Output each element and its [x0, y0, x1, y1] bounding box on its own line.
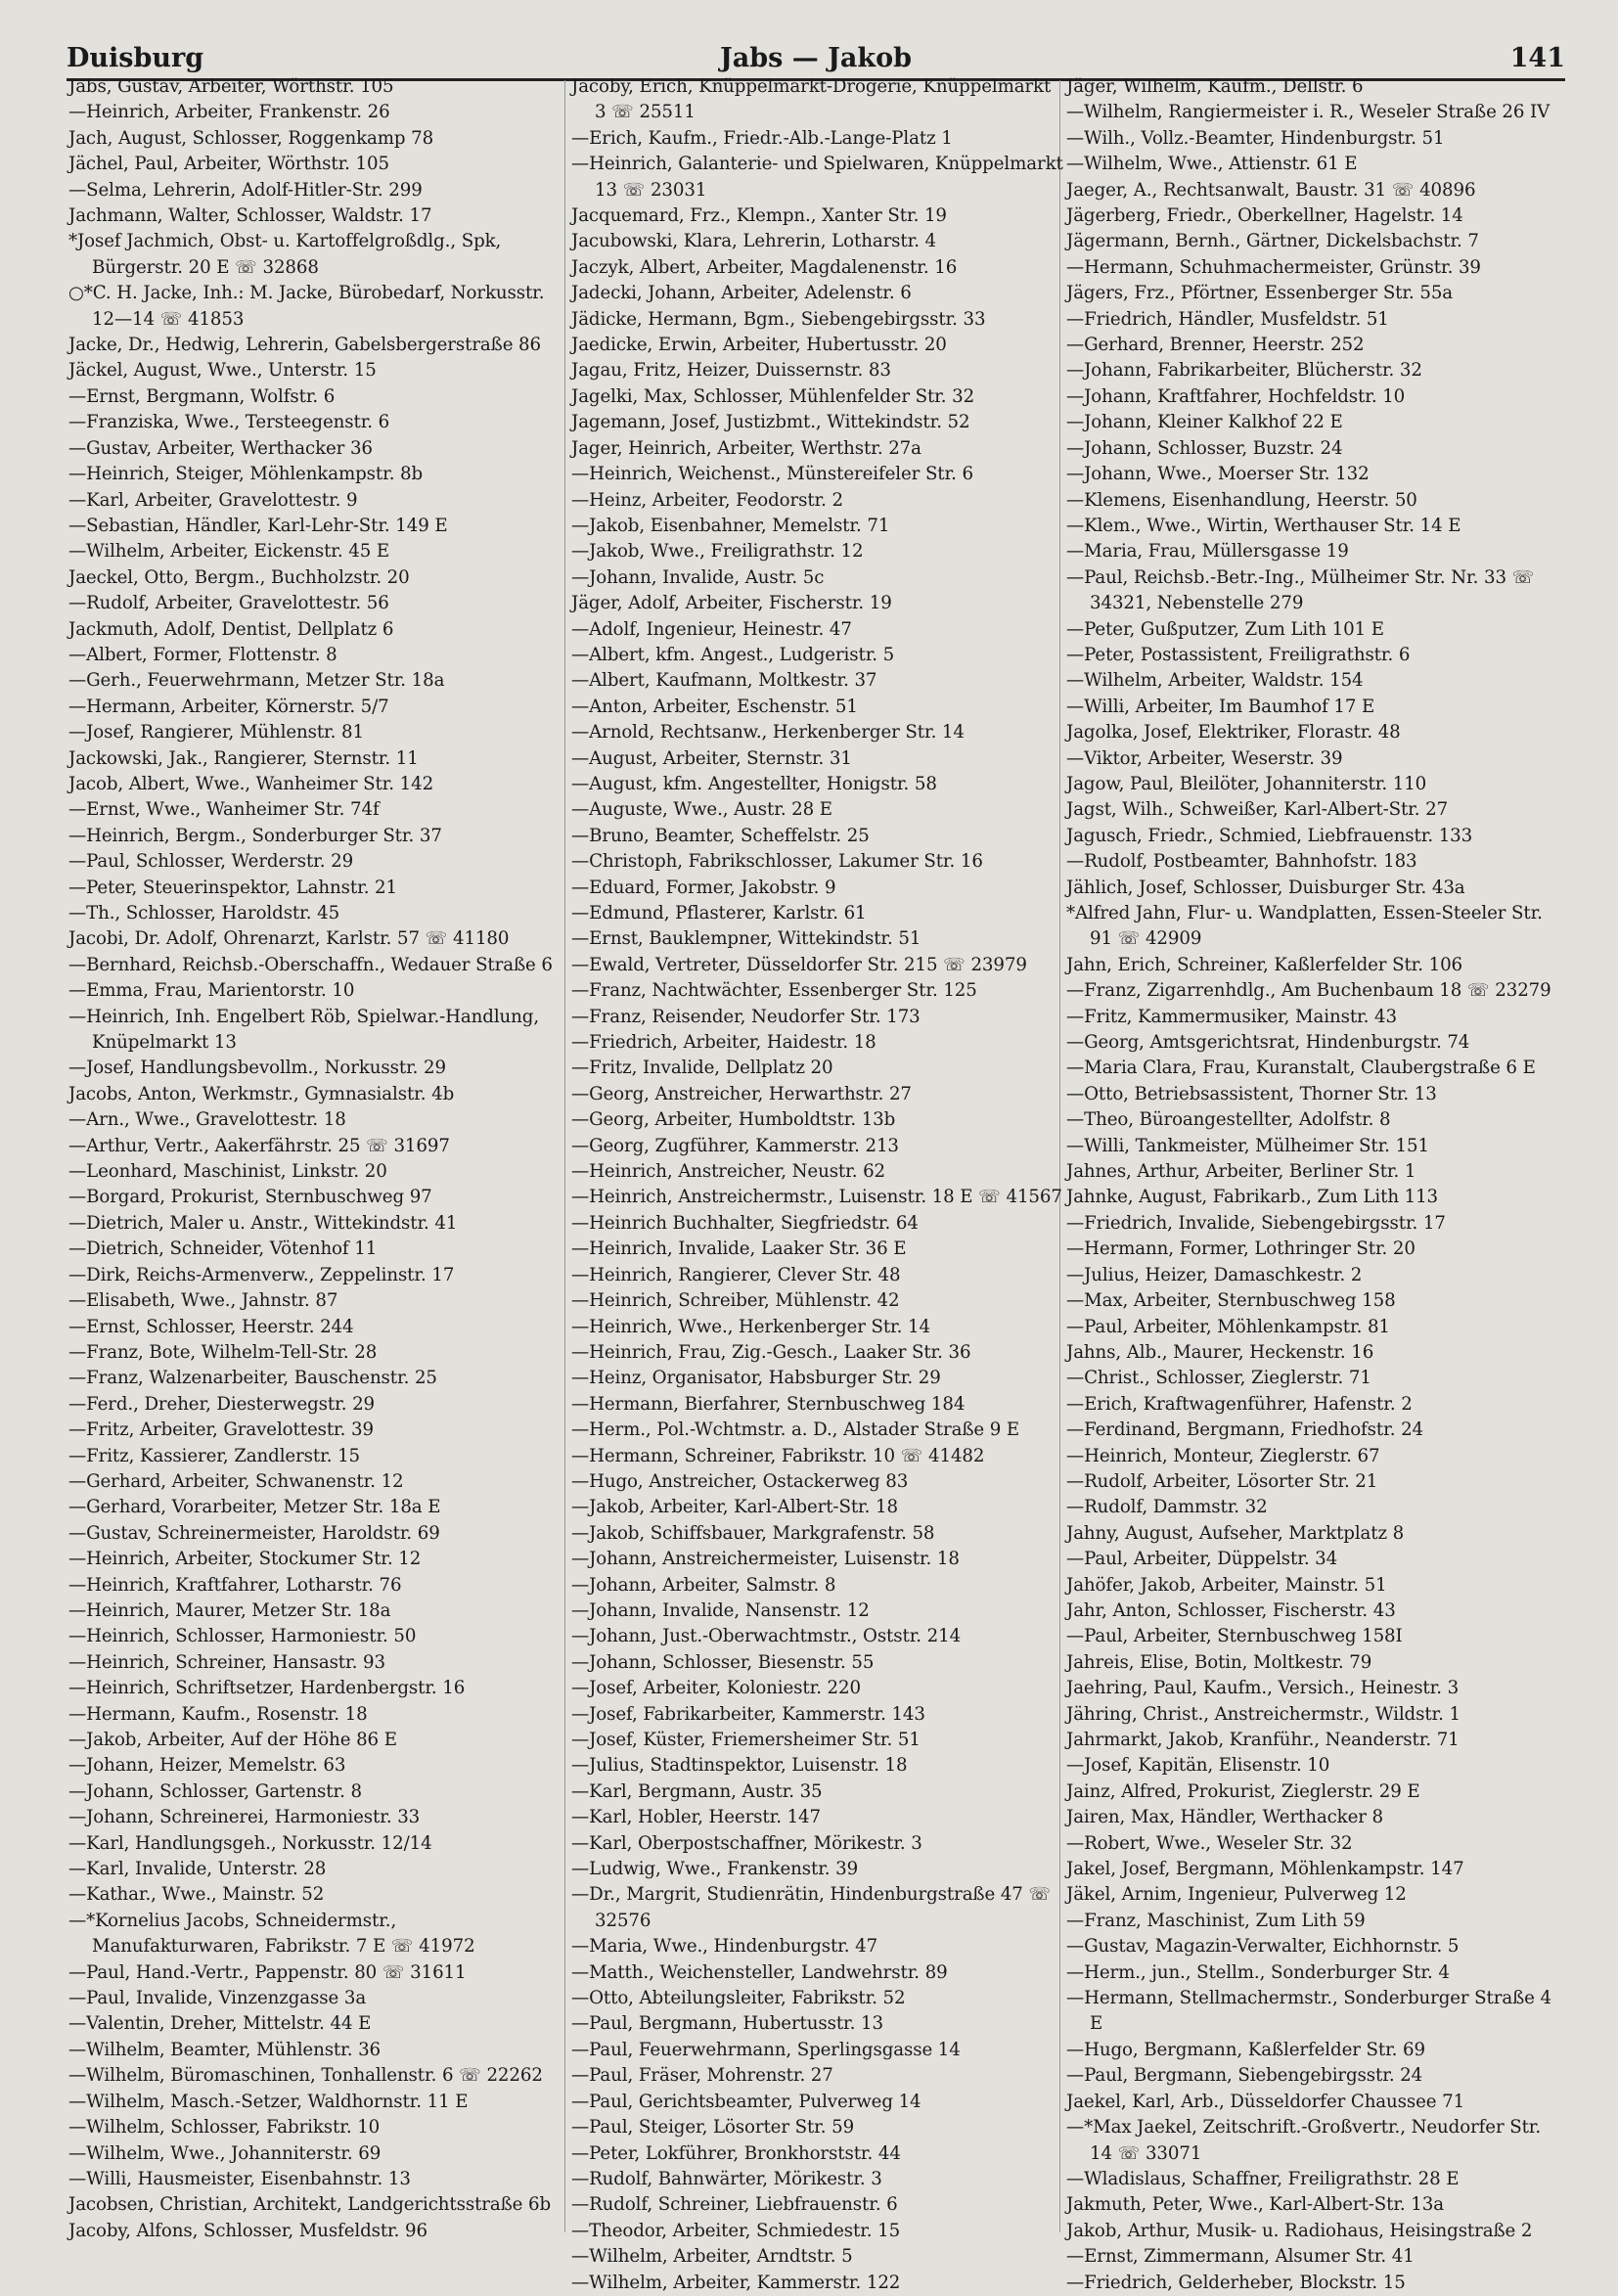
- directory-entry: —Theodor, Arbeiter, Schmiedestr. 15: [571, 2220, 901, 2241]
- directory-entry: —Franz, Zigarrenhdlg., Am Buchenbaum 18 ☏ 23279: [1066, 980, 1551, 1002]
- directory-entry: —Georg, Zugführer, Kammerstr. 213: [571, 1135, 899, 1156]
- directory-entry: —Albert, Former, Flottenstr. 8: [68, 644, 337, 665]
- directory-entry: —Heinrich, Arbeiter, Stockumer Str. 12: [68, 1549, 422, 1570]
- directory-entry: —Johann, Kleiner Kalkhof 22 E: [1066, 412, 1343, 433]
- directory-entry: —Leonhard, Maschinist, Linkstr. 20: [68, 1161, 387, 1183]
- directory-entry: —Franz, Nachtwächter, Essenberger Str. 125: [571, 980, 977, 1002]
- directory-entry: —Wilh., Vollz.-Beamter, Hindenburgstr. 51: [1066, 127, 1445, 149]
- directory-entry: Jagst, Wilh., Schweißer, Karl-Albert-Str. 27: [1066, 799, 1449, 821]
- directory-entry: —Paul, Bergmann, Hubertusstr. 13: [571, 2013, 883, 2035]
- directory-entry: Jächel, Paul, Arbeiter, Wörthstr. 105: [68, 154, 389, 175]
- directory-entry: —Jakob, Wwe., Freiligrathstr. 12: [571, 541, 864, 563]
- directory-entry: —Heinrich, Schlosser, Harmoniestr. 50: [68, 1626, 417, 1647]
- directory-entry: —Klemens, Eisenhandlung, Heerstr. 50: [1066, 489, 1417, 511]
- directory-entry: —Hermann, Schreiner, Fabrikstr. 10 ☏ 41482: [571, 1445, 985, 1466]
- directory-entry: —Ernst, Wwe., Wanheimer Str. 74f: [68, 799, 380, 821]
- directory-entry: —Wilhelm, Arbeiter, Kammerstr. 122: [571, 2272, 901, 2293]
- directory-entry: Jaedicke, Erwin, Arbeiter, Hubertusstr. 20: [571, 335, 947, 356]
- directory-entry: Jahr, Anton, Schlosser, Fischerstr. 43: [1066, 1599, 1396, 1621]
- directory-entry: —Franz, Maschinist, Zum Lith 59: [1066, 1910, 1366, 1931]
- directory-entry: Jacoby, Erich, Knüppelmarkt-Drogerie, Knüppelmarkt 3 ☏ 25511: [571, 76, 1052, 123]
- directory-entry: —Heinrich, Inh. Engelbert Röb, Spielwar.-Handlung, Knüpelmarkt 13: [68, 1006, 539, 1054]
- directory-entry: —Johann, Fabrikarbeiter, Blücherstr. 32: [1066, 360, 1422, 382]
- directory-entry: —Rudolf, Schreiner, Liebfrauenstr. 6: [571, 2194, 898, 2216]
- directory-entry: —Elisabeth, Wwe., Jahnstr. 87: [68, 1290, 338, 1312]
- directory-entry: —Auguste, Wwe., Austr. 28 E: [571, 799, 832, 821]
- directory-entry: —*Max Jaekel, Zeitschrift.-Großvertr., Neudorfer Str. 14 ☏ 33071: [1066, 2117, 1542, 2164]
- directory-entry: —Kathar., Wwe., Mainstr. 52: [68, 1884, 325, 1906]
- directory-entry: —Hugo, Anstreicher, Ostackerweg 83: [571, 1470, 909, 1492]
- directory-entry: Jakel, Josef, Bergmann, Möhlenkampstr. 147: [1066, 1859, 1464, 1880]
- directory-entry: Jähring, Christ., Anstreichermstr., Wildstr. 1: [1066, 1703, 1461, 1725]
- directory-entry: —Rudolf, Arbeiter, Lösorter Str. 21: [1066, 1470, 1378, 1492]
- directory-entry: —Willi, Hausmeister, Eisenbahnstr. 13: [68, 2168, 411, 2189]
- directory-entry: *Alfred Jahn, Flur- u. Wandplatten, Essen-Steeler Str. 91 ☏ 42909: [1066, 903, 1543, 950]
- directory-entry: Jagolka, Josef, Elektriker, Florastr. 48: [1066, 722, 1401, 743]
- directory-entry: —Robert, Wwe., Weseler Str. 32: [1066, 1832, 1353, 1854]
- directory-entry: —Georg, Anstreicher, Herwarthstr. 27: [571, 1083, 912, 1104]
- directory-entry: —Johann, Arbeiter, Salmstr. 8: [571, 1574, 836, 1596]
- header-page-number: 141: [1509, 43, 1565, 73]
- directory-entry: —Albert, kfm. Angest., Ludgeristr. 5: [571, 644, 895, 665]
- directory-entry: —Johann, Heizer, Memelstr. 63: [68, 1755, 346, 1777]
- directory-entry: —Albert, Kaufmann, Moltkestr. 37: [571, 670, 877, 692]
- directory-entry: —Heinrich, Anstreichermstr., Luisenstr. 18 E ☏ 41567: [571, 1187, 1062, 1208]
- directory-entry: —Erich, Kraftwagenführer, Hafenstr. 2: [1066, 1393, 1413, 1415]
- directory-entry: —Eduard, Former, Jakobstr. 9: [571, 877, 836, 898]
- directory-entry: —Peter, Postassistent, Freiligrathstr. 6: [1066, 644, 1411, 665]
- directory-entry: —Johann, Schlosser, Gartenstr. 8: [68, 1780, 362, 1802]
- directory-entry: —Jakob, Schiffsbauer, Markgrafenstr. 58: [571, 1522, 935, 1544]
- directory-entry: —Emma, Frau, Marientorstr. 10: [68, 980, 355, 1002]
- directory-entry: —Paul, Hand.-Vertr., Pappenstr. 80 ☏ 31611: [68, 1961, 467, 1983]
- directory-entry: Jacob, Albert, Wwe., Wanheimer Str. 142: [68, 773, 434, 794]
- directory-entry: —Karl, Hobler, Heerstr. 147: [571, 1807, 821, 1828]
- directory-entry: —Willi, Arbeiter, Im Baumhof 17 E: [1066, 696, 1375, 717]
- directory-entry: Jaczyk, Albert, Arbeiter, Magdalenenstr. 16: [571, 256, 958, 278]
- directory-entry: ○*C. H. Jacke, Inh.: M. Jacke, Bürobedarf, Norkusstr. 12—14 ☏ 41853: [68, 283, 545, 330]
- directory-entry: Jacobsen, Christian, Architekt, Landgerichtsstraße 6b: [68, 2194, 552, 2216]
- directory-entry: —Heinrich, Galanterie- und Spielwaren, Knüppelmarkt 13 ☏ 23031: [571, 154, 1063, 201]
- directory-entry: —Wilhelm, Arbeiter, Eickenstr. 45 E: [68, 541, 390, 563]
- directory-entry: —Rudolf, Dammstr. 32: [1066, 1497, 1268, 1518]
- directory-entry: —Heinrich, Monteur, Zieglerstr. 67: [1066, 1445, 1380, 1466]
- directory-entry: Jaehring, Paul, Kaufm., Versich., Heinestr. 3: [1066, 1678, 1460, 1699]
- directory-entry: Jahns, Alb., Maurer, Heckenstr. 16: [1066, 1341, 1374, 1363]
- directory-entry: —Hermann, Kaufm., Rosenstr. 18: [68, 1703, 368, 1725]
- directory-entry: —Fritz, Arbeiter, Gravelottestr. 39: [68, 1419, 374, 1441]
- directory-entry: —Heinrich, Kraftfahrer, Lotharstr. 76: [68, 1574, 402, 1596]
- directory-entry: —Herm., Pol.-Wchtmstr. a. D., Alstader Straße 9 E: [571, 1419, 1020, 1441]
- directory-entry: —Th., Schlosser, Haroldstr. 45: [68, 903, 340, 923]
- directory-entry: Jacquemard, Frz., Klempn., Xanter Str. 19: [571, 205, 947, 227]
- column-1: [68, 74, 562, 2246]
- directory-entry: Jadecki, Johann, Arbeiter, Adelenstr. 6: [571, 283, 912, 304]
- directory-entry: —Bernhard, Reichsb.-Oberschaffn., Wedauer Straße 6: [68, 954, 553, 975]
- directory-entry: —Hermann, Stellmachermstr., Sonderburger Straße 4 E: [1066, 1988, 1551, 2035]
- directory-entry: —Viktor, Arbeiter, Weserstr. 39: [1066, 747, 1343, 769]
- directory-entry: —Max, Arbeiter, Sternbuschweg 158: [1066, 1290, 1396, 1312]
- directory-entry: —Maria, Wwe., Hindenburgstr. 47: [571, 1936, 878, 1958]
- directory-entry: —Ernst, Bergmann, Wolfstr. 6: [68, 385, 336, 407]
- entry-list: [68, 74, 562, 2244]
- directory-entry: Jaeger, A., Rechtsanwalt, Baustr. 31 ☏ 40896: [1066, 179, 1476, 201]
- directory-entry: —Wilhelm, Arbeiter, Waldstr. 154: [1066, 670, 1364, 692]
- directory-entry: —August, Arbeiter, Sternstr. 31: [571, 747, 852, 769]
- directory-entry: —August, kfm. Angestellter, Honigstr. 58: [571, 773, 937, 794]
- directory-entry: —Willi, Tankmeister, Mülheimer Str. 151: [1066, 1135, 1429, 1156]
- directory-entry: —Heinrich, Arbeiter, Frankenstr. 26: [68, 102, 390, 123]
- directory-entry: —Christ., Schlosser, Zieglerstr. 71: [1066, 1368, 1371, 1389]
- directory-entry: —Paul, Arbeiter, Möhlenkampstr. 81: [1066, 1316, 1390, 1337]
- directory-entry: Jach, August, Schlosser, Roggenkamp 78: [68, 127, 434, 149]
- directory-entry: —Friedrich, Händler, Musfeldstr. 51: [1066, 308, 1389, 330]
- column-2: [571, 74, 1065, 2293]
- directory-entry: —Karl, Arbeiter, Gravelottestr. 9: [68, 489, 358, 511]
- directory-entry: —Franziska, Wwe., Tersteegenstr. 6: [68, 412, 390, 433]
- directory-entry: —Paul, Schlosser, Werderstr. 29: [68, 851, 354, 873]
- directory-entry: —Maria Clara, Frau, Kuranstalt, Claubergstraße 6 E: [1066, 1058, 1536, 1079]
- directory-entry: Jahnes, Arthur, Arbeiter, Berliner Str. 1: [1066, 1161, 1416, 1183]
- directory-entry: Jahn, Erich, Schreiner, Kaßlerfelder Str. 106: [1066, 954, 1463, 975]
- directory-entry: —Paul, Fräser, Mohrenstr. 27: [571, 2065, 833, 2087]
- directory-entry: —Fritz, Invalide, Dellplatz 20: [571, 1058, 833, 1079]
- directory-entry: —Paul, Feuerwehrmann, Sperlingsgasse 14: [571, 2039, 961, 2060]
- directory-entry: Jainz, Alfred, Prokurist, Zieglerstr. 29 E: [1066, 1780, 1420, 1802]
- directory-entry: —Ferd., Dreher, Diesterwegstr. 29: [68, 1393, 376, 1415]
- entry-list: [1066, 74, 1560, 2296]
- directory-entry: —Ewald, Vertreter, Düsseldorfer Str. 215 ☏ 23979: [571, 954, 1027, 975]
- directory-entry: —Selma, Lehrerin, Adolf-Hitler-Str. 299: [68, 179, 423, 201]
- directory-entry: —Johann, Kraftfahrer, Hochfeldstr. 10: [1066, 385, 1406, 407]
- directory-entry: —Paul, Bergmann, Siebengebirgsstr. 24: [1066, 2065, 1423, 2087]
- directory-entry: Jacoby, Alfons, Schlosser, Musfeldstr. 96: [68, 2220, 427, 2241]
- directory-entry: Jagemann, Josef, Justizbmt., Wittekindstr. 52: [571, 412, 970, 433]
- directory-entry: Jahrmarkt, Jakob, Kranführ., Neanderstr. 71: [1066, 1730, 1460, 1750]
- directory-entry: —Ernst, Zimmermann, Alsumer Str. 41: [1066, 2246, 1415, 2268]
- directory-entry: —Josef, Küster, Friemersheimer Str. 51: [571, 1730, 921, 1750]
- directory-entry: —Josef, Handlungsbevollm., Norkusstr. 29: [68, 1058, 446, 1079]
- directory-entry: —Rudolf, Bahnwärter, Mörikestr. 3: [571, 2168, 882, 2189]
- directory-entry: —Heinrich, Schreiner, Hansastr. 93: [68, 1651, 385, 1673]
- directory-entry: —Heinrich, Schreiber, Mühlenstr. 42: [571, 1290, 900, 1312]
- directory-entry: Jakob, Arthur, Musik- u. Radiohaus, Heisingstraße 2: [1066, 2220, 1533, 2241]
- directory-entry: Jahnke, August, Fabrikarb., Zum Lith 113: [1066, 1187, 1439, 1208]
- directory-entry: —Paul, Gerichtsbeamter, Pulverweg 14: [571, 2091, 921, 2112]
- directory-entry: —Paul, Arbeiter, Düppelstr. 34: [1066, 1549, 1338, 1570]
- directory-entry: Jählich, Josef, Schlosser, Duisburger Str. 43a: [1066, 877, 1465, 898]
- directory-entry: Jabs, Gustav, Arbeiter, Wörthstr. 105: [68, 76, 394, 97]
- directory-entry: —Heinrich, Wwe., Herkenberger Str. 14: [571, 1316, 930, 1337]
- directory-entry: Jacubowski, Klara, Lehrerin, Lotharstr. 4: [571, 231, 937, 252]
- directory-entry: —Gerhard, Brenner, Heerstr. 252: [1066, 335, 1365, 356]
- directory-entry: —Franz, Walzenarbeiter, Bauschenstr. 25: [68, 1368, 437, 1389]
- directory-entry: —Paul, Steiger, Lösorter Str. 59: [571, 2117, 855, 2138]
- directory-entry: —Karl, Oberpostschaffner, Mörikestr. 3: [571, 1832, 922, 1854]
- directory-entry: —Klem., Wwe., Wirtin, Werthauser Str. 14 E: [1066, 515, 1461, 536]
- directory-entry: Jägerberg, Friedr., Oberkellner, Hagelstr. 14: [1066, 205, 1463, 227]
- directory-entry: —Heinrich, Schriftsetzer, Hardenbergstr. 16: [68, 1678, 466, 1699]
- directory-entry: Jacobs, Anton, Werkmstr., Gymnasialstr. 4b: [68, 1083, 455, 1104]
- directory-entry: Jädicke, Hermann, Bgm., Siebengebirgsstr. 33: [571, 308, 986, 330]
- directory-entry: —Georg, Amtsgerichtsrat, Hindenburgstr. 74: [1066, 1032, 1470, 1054]
- directory-entry: —Ludwig, Wwe., Frankenstr. 39: [571, 1859, 859, 1880]
- entry-list: [571, 74, 1065, 2296]
- directory-entry: —Friedrich, Invalide, Siebengebirgsstr. 17: [1066, 1212, 1446, 1234]
- directory-entry: —Edmund, Pflasterer, Karlstr. 61: [571, 903, 867, 923]
- directory-entry: Jacke, Dr., Hedwig, Lehrerin, Gabelsbergerstraße 86: [68, 335, 541, 356]
- directory-entry: —Erich, Kaufm., Friedr.-Alb.-Lange-Platz 1: [571, 127, 953, 149]
- directory-entry: —Johann, Invalide, Austr. 5c: [571, 566, 825, 588]
- directory-entry: —Fritz, Kassierer, Zandlerstr. 15: [68, 1445, 361, 1466]
- directory-entry: —Dietrich, Maler u. Anstr., Wittekindstr. 41: [68, 1212, 458, 1234]
- directory-entry: —Ernst, Schlosser, Heerstr. 244: [68, 1316, 354, 1337]
- directory-entry: Jägers, Frz., Pförtner, Essenberger Str. 55a: [1066, 283, 1454, 304]
- directory-entry: —Wilhelm, Büromaschinen, Tonhallenstr. 6 ☏ 22262: [68, 2065, 543, 2087]
- directory-entry: —Heinrich, Weichenst., Münstereifeler Str. 6: [571, 464, 973, 485]
- directory-entry: —Julius, Heizer, Damaschkestr. 2: [1066, 1264, 1363, 1285]
- directory-entry: —Peter, Steuerinspektor, Lahnstr. 21: [68, 877, 397, 898]
- directory-entry: —Rudolf, Postbeamter, Bahnhofstr. 183: [1066, 851, 1417, 873]
- directory-entry: Jahny, August, Aufseher, Marktplatz 8: [1066, 1522, 1405, 1544]
- directory-entry: —Heinrich, Rangierer, Clever Str. 48: [571, 1264, 901, 1285]
- directory-entry: Jahreis, Elise, Botin, Moltkestr. 79: [1066, 1651, 1372, 1673]
- directory-entry: —Anton, Arbeiter, Eschenstr. 51: [571, 696, 858, 717]
- directory-entry: Jackowski, Jak., Rangierer, Sternstr. 11: [68, 747, 419, 769]
- directory-entry: —Gustav, Schreinermeister, Haroldstr. 69: [68, 1522, 440, 1544]
- directory-entry: —Paul, Reichsb.-Betr.-Ing., Mülheimer Str. Nr. 33 ☏ 34321, Nebenstelle 279: [1066, 566, 1535, 614]
- directory-entry: Jagelki, Max, Schlosser, Mühlenfelder Str. 32: [571, 385, 975, 407]
- directory-entry: —Dirk, Reichs-Armenverw., Zeppelinstr. 17: [68, 1264, 455, 1285]
- directory-entry: Jackmuth, Adolf, Dentist, Dellplatz 6: [68, 618, 394, 640]
- directory-entry: —Maria, Frau, Müllersgasse 19: [1066, 541, 1349, 563]
- directory-entry: —Johann, Just.-Oberwachtmstr., Oststr. 214: [571, 1626, 962, 1647]
- directory-entry: —Wladislaus, Schaffner, Freiligrathstr. 28 E: [1066, 2168, 1460, 2189]
- directory-entry: —Jakob, Eisenbahner, Memelstr. 71: [571, 515, 890, 536]
- directory-entry: Jachmann, Walter, Schlosser, Waldstr. 17: [68, 205, 432, 227]
- directory-entry: —Ernst, Bauklempner, Wittekindstr. 51: [571, 928, 921, 950]
- directory-entry: Jacobi, Dr. Adolf, Ohrenarzt, Karlstr. 57 ☏ 41180: [68, 928, 510, 950]
- directory-entry: Jaekel, Karl, Arb., Düsseldorfer Chaussee 71: [1066, 2091, 1465, 2112]
- directory-entry: Jagusch, Friedr., Schmied, Liebfrauenstr. 133: [1066, 825, 1473, 846]
- directory-entry: —Wilhelm, Masch.-Setzer, Waldhornstr. 11 E: [68, 2091, 469, 2112]
- directory-entry: —Karl, Handlungsgeh., Norkusstr. 12/14: [68, 1832, 432, 1854]
- directory-entry: Jagau, Fritz, Heizer, Duissernstr. 83: [571, 360, 891, 382]
- header-range: Jabs — Jakob: [719, 43, 912, 73]
- directory-entry: Jairen, Max, Händler, Werthacker 8: [1066, 1807, 1384, 1828]
- directory-entry: —Johann, Wwe., Moerser Str. 132: [1066, 464, 1370, 485]
- directory-entry: —Wilhelm, Wwe., Attienstr. 61 E: [1066, 154, 1358, 175]
- directory-entry: —Georg, Arbeiter, Humboldtstr. 13b: [571, 1109, 896, 1131]
- directory-entry: —Arthur, Vertr., Aakerfährstr. 25 ☏ 31697: [68, 1135, 450, 1156]
- directory-entry: —Wilhelm, Arbeiter, Arndtstr. 5: [571, 2246, 853, 2268]
- directory-entry: —Paul, Invalide, Vinzenzgasse 3a: [68, 1988, 367, 2009]
- directory-entry: —Jakob, Arbeiter, Auf der Höhe 86 E: [68, 1730, 397, 1750]
- directory-entry: —Wilhelm, Schlosser, Fabrikstr. 10: [68, 2117, 381, 2138]
- directory-entry: —Matth., Weichensteller, Landwehrstr. 89: [571, 1961, 948, 1983]
- directory-entry: —Peter, Lokführer, Bronkhorststr. 44: [571, 2142, 901, 2164]
- directory-entry: Jaeckel, Otto, Bergm., Buchholzstr. 20: [68, 566, 410, 588]
- directory-entry: —Josef, Rangierer, Mühlenstr. 81: [68, 722, 364, 743]
- directory-entry: —Hermann, Schuhmachermeister, Grünstr. 39: [1066, 256, 1481, 278]
- directory-entry: —Rudolf, Arbeiter, Gravelottestr. 56: [68, 593, 389, 614]
- directory-entry: —Karl, Invalide, Unterstr. 28: [68, 1859, 327, 1880]
- directory-entry: —Johann, Schreinerei, Harmoniestr. 33: [68, 1807, 421, 1828]
- directory-entry: Jahöfer, Jakob, Arbeiter, Mainstr. 51: [1066, 1574, 1387, 1596]
- directory-entry: Jägermann, Bernh., Gärtner, Dickelsbachstr. 7: [1066, 231, 1479, 252]
- directory-entry: —Hermann, Arbeiter, Körnerstr. 5/7: [68, 696, 389, 717]
- directory-entry: —Julius, Stadtinspektor, Luisenstr. 18: [571, 1755, 908, 1777]
- directory-entry: —Dr., Margrit, Studienrätin, Hindenburgstraße 47 ☏ 32576: [571, 1884, 1052, 1931]
- directory-entry: Jagow, Paul, Bleilöter, Johanniterstr. 110: [1066, 773, 1427, 794]
- directory-entry: —Franz, Bote, Wilhelm-Tell-Str. 28: [68, 1341, 378, 1363]
- directory-entry: —Paul, Arbeiter, Sternbuschweg 158I: [1066, 1626, 1403, 1647]
- directory-entry: —Hugo, Bergmann, Kaßlerfelder Str. 69: [1066, 2039, 1425, 2060]
- directory-entry: —Gerhard, Vorarbeiter, Metzer Str. 18a E: [68, 1497, 441, 1518]
- directory-entry: —Jakob, Arbeiter, Karl-Albert-Str. 18: [571, 1497, 898, 1518]
- directory-entry: —Johann, Invalide, Nansenstr. 12: [571, 1599, 870, 1621]
- directory-entry: —Arnold, Rechtsanw., Herkenberger Str. 14: [571, 722, 965, 743]
- directory-entry: —Wilhelm, Rangiermeister i. R., Weseler Straße 26 IV: [1066, 102, 1551, 123]
- directory-entry: *Josef Jachmich, Obst- u. Kartoffelgroßdlg., Spk, Bürgerstr. 20 E ☏ 32868: [68, 231, 502, 278]
- directory-entry: —Wilhelm, Beamter, Mühlenstr. 36: [68, 2039, 382, 2060]
- directory-entry: —Sebastian, Händler, Karl-Lehr-Str. 149 E: [68, 515, 448, 536]
- directory-entry: Jager, Heinrich, Arbeiter, Werthstr. 27a: [571, 437, 921, 459]
- column-divider: [564, 80, 565, 2232]
- directory-entry: —Fritz, Kammermusiker, Mainstr. 43: [1066, 1006, 1397, 1027]
- directory-entry: —Hermann, Bierfahrer, Sternbuschweg 184: [571, 1393, 966, 1415]
- directory-entry: —Dietrich, Schneider, Vötenhof 11: [68, 1238, 378, 1260]
- directory-entry: —Heinrich, Steiger, Möhlenkampstr. 8b: [68, 464, 424, 485]
- directory-entry: —Theo, Büroangestellter, Adolfstr. 8: [1066, 1109, 1391, 1131]
- directory-entry: Jakmuth, Peter, Wwe., Karl-Albert-Str. 13a: [1066, 2194, 1444, 2216]
- directory-entry: —Hermann, Former, Lothringer Str. 20: [1066, 1238, 1416, 1260]
- directory-entry: —Gustav, Arbeiter, Werthacker 36: [68, 437, 373, 459]
- directory-entry: —Adolf, Ingenieur, Heinestr. 47: [571, 618, 852, 640]
- directory-entry: —Johann, Schlosser, Biesenstr. 55: [571, 1651, 875, 1673]
- directory-entry: —Gerh., Feuerwehrmann, Metzer Str. 18a: [68, 670, 445, 692]
- directory-entry: —Bruno, Beamter, Scheffelstr. 25: [571, 825, 870, 846]
- directory-entry: —Otto, Betriebsassistent, Thorner Str. 13: [1066, 1083, 1437, 1104]
- directory-entry: —Heinrich, Invalide, Laaker Str. 36 E: [571, 1238, 907, 1260]
- directory-entry: —Heinz, Arbeiter, Feodorstr. 2: [571, 489, 843, 511]
- header-city: Duisburg: [67, 43, 204, 73]
- directory-entry: —Wilhelm, Wwe., Johanniterstr. 69: [68, 2142, 382, 2164]
- directory-entry: —Josef, Fabrikarbeiter, Kammerstr. 143: [571, 1703, 925, 1725]
- directory-entry: —Johann, Schlosser, Buzstr. 24: [1066, 437, 1343, 459]
- directory-entry: —Friedrich, Arbeiter, Haidestr. 18: [571, 1032, 876, 1054]
- directory-entry: —Peter, Gußputzer, Zum Lith 101 E: [1066, 618, 1384, 640]
- directory-entry: —Heinz, Organisator, Habsburger Str. 29: [571, 1368, 941, 1389]
- directory-entry: Jäger, Wilhelm, Kaufm., Dellstr. 6: [1066, 76, 1364, 97]
- directory-entry: —Heinrich, Maurer, Metzer Str. 18a: [68, 1599, 391, 1621]
- directory-entry: —Christoph, Fabrikschlosser, Lakumer Str. 16: [571, 851, 983, 873]
- directory-entry: —Arn., Wwe., Gravelottestr. 18: [68, 1109, 346, 1131]
- directory-entry: —Josef, Arbeiter, Koloniestr. 220: [571, 1678, 861, 1699]
- directory-entry: —Johann, Anstreichermeister, Luisenstr. 18: [571, 1549, 960, 1570]
- directory-entry: —Gustav, Magazin-Verwalter, Eichhornstr. 5: [1066, 1936, 1460, 1958]
- directory-entry: —Karl, Bergmann, Austr. 35: [571, 1780, 823, 1802]
- directory-entry: —Otto, Abteilungsleiter, Fabrikstr. 52: [571, 1988, 906, 2009]
- directory-entry: Jäger, Adolf, Arbeiter, Fischerstr. 19: [571, 593, 892, 614]
- column-3: [1066, 74, 1560, 2293]
- directory-entry: —Heinrich, Anstreicher, Neustr. 62: [571, 1161, 886, 1183]
- directory-entry: —Franz, Reisender, Neudorfer Str. 173: [571, 1006, 921, 1027]
- directory-entry: —Heinrich Buchhalter, Siegfriedstr. 64: [571, 1212, 919, 1234]
- directory-entry: —Borgard, Prokurist, Sternbuschweg 97: [68, 1187, 432, 1208]
- directory-entry: —Friedrich, Gelderheber, Blockstr. 15: [1066, 2272, 1406, 2293]
- directory-entry: Jäckel, August, Wwe., Unterstr. 15: [68, 360, 377, 382]
- directory-entry: —Herm., jun., Stellm., Sonderburger Str. 4: [1066, 1961, 1450, 1983]
- directory-entry: —*Kornelius Jacobs, Schneidermstr., Manufakturwaren, Fabrikstr. 7 E ☏ 41972: [68, 1910, 475, 1958]
- directory-entry: —Valentin, Dreher, Mittelstr. 44 E: [68, 2013, 372, 2035]
- directory-entry: Jäkel, Arnim, Ingenieur, Pulverweg 12: [1066, 1884, 1407, 1906]
- directory-entry: —Ferdinand, Bergmann, Friedhofstr. 24: [1066, 1419, 1424, 1441]
- directory-entry: —Heinrich, Bergm., Sonderburger Str. 37: [68, 825, 442, 846]
- directory-entry: —Gerhard, Arbeiter, Schwanenstr. 12: [68, 1470, 404, 1492]
- directory-entry: —Heinrich, Frau, Zig.-Gesch., Laaker Str. 36: [571, 1341, 971, 1363]
- directory-entry: —Josef, Kapitän, Elisenstr. 10: [1066, 1755, 1330, 1777]
